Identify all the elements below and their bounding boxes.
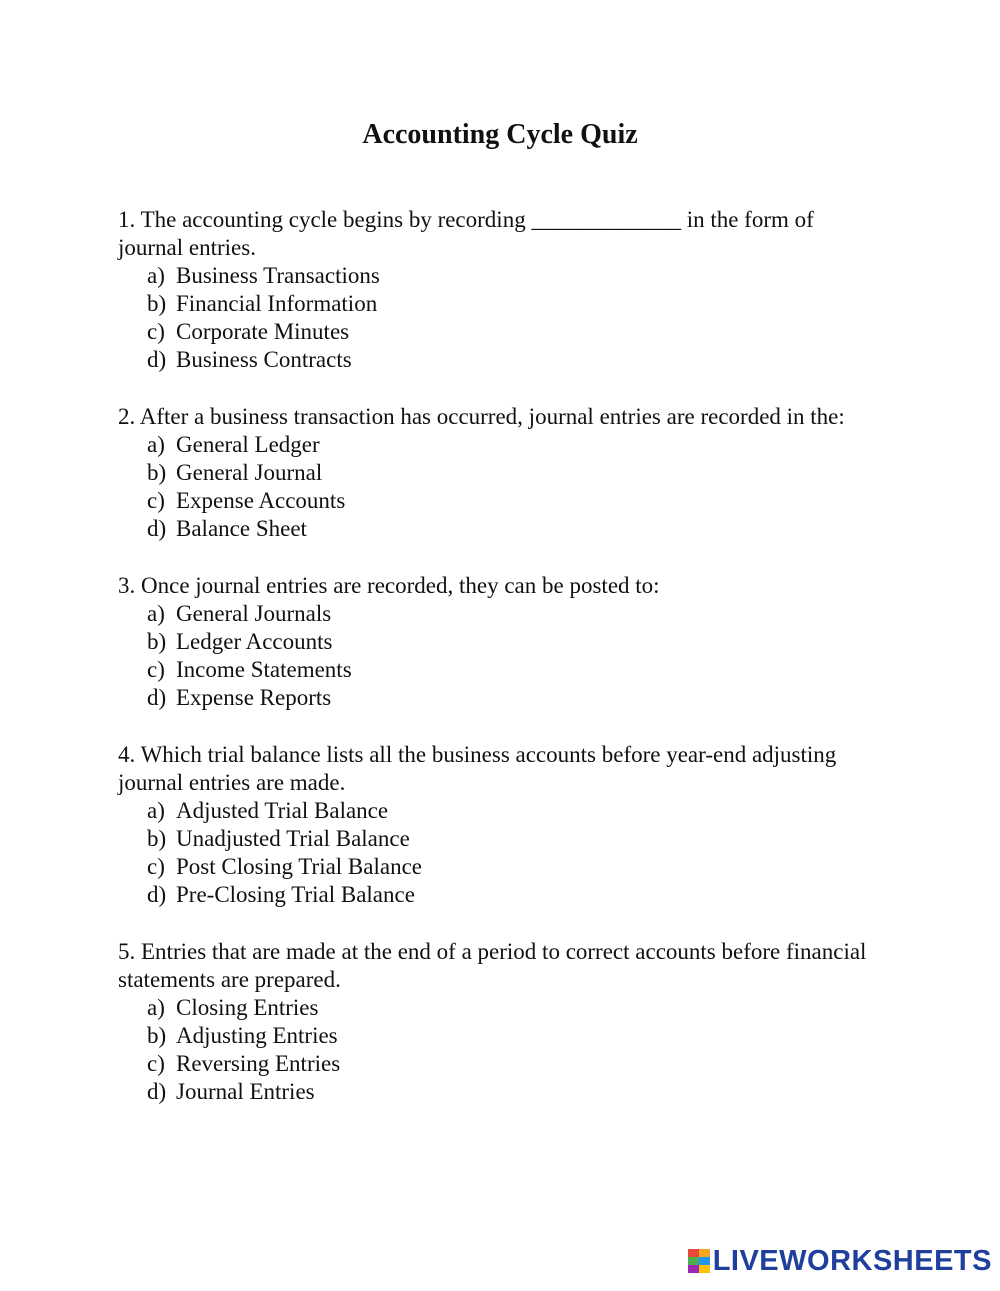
answer-option[interactable]	[147, 853, 878, 881]
option-letter: a)	[147, 995, 165, 1020]
answer-option[interactable]	[147, 1050, 878, 1078]
logo-block	[699, 1257, 710, 1265]
answer-option[interactable]	[147, 994, 878, 1022]
option-text: Reversing Entries	[176, 1051, 341, 1076]
answer-option[interactable]	[147, 1022, 878, 1050]
option-letter: d)	[147, 1079, 167, 1104]
option-text: Closing Entries	[176, 995, 319, 1020]
question	[118, 938, 878, 1106]
option-text: General Ledger	[176, 432, 320, 457]
option-letter: a)	[147, 263, 165, 288]
liveworksheets-logo-icon	[688, 1249, 710, 1273]
option-text: Pre-Closing Trial Balance	[176, 882, 415, 907]
option-letter: d)	[147, 516, 167, 541]
answer-option[interactable]	[147, 459, 878, 487]
answer-option[interactable]	[147, 881, 878, 909]
answer-option[interactable]	[147, 825, 878, 853]
option-text: Adjusting Entries	[176, 1023, 338, 1048]
option-text: Business Transactions	[176, 263, 380, 288]
page-title: Accounting Cycle Quiz	[362, 119, 638, 150]
question	[118, 206, 878, 374]
answer-option[interactable]	[147, 262, 878, 290]
question-stem: 1. The accounting cycle begins by recording _____________ in the form of journal entries.	[118, 207, 814, 260]
option-letter: b)	[147, 826, 167, 851]
liveworksheets-footer	[688, 1244, 992, 1277]
option-text: Corporate Minutes	[176, 319, 350, 344]
option-text: Business Contracts	[176, 347, 352, 372]
question-stem: 4. Which trial balance lists all the business accounts before year-end adjusting journal entries are made.	[118, 742, 837, 795]
option-letter: b)	[147, 1023, 167, 1048]
option-text: Financial Information	[176, 291, 378, 316]
answer-option[interactable]	[147, 656, 878, 684]
option-letter: b)	[147, 291, 167, 316]
logo-block	[688, 1265, 699, 1273]
question-stem: 3. Once journal entries are recorded, they can be posted to:	[118, 573, 660, 598]
option-letter: d)	[147, 882, 167, 907]
option-list	[118, 600, 878, 712]
option-letter: d)	[147, 685, 167, 710]
logo-block	[688, 1249, 699, 1257]
answer-option[interactable]	[147, 797, 878, 825]
option-text: Adjusted Trial Balance	[176, 798, 389, 823]
option-list	[118, 797, 878, 909]
liveworksheets-brand: LIVEWORKSHEETS	[712, 1244, 992, 1277]
option-letter: d)	[147, 347, 167, 372]
answer-option[interactable]	[147, 515, 878, 543]
option-text: Expense Accounts	[176, 488, 346, 513]
option-letter: c)	[147, 488, 165, 513]
option-text: Income Statements	[176, 657, 352, 682]
option-text: Expense Reports	[176, 685, 332, 710]
option-text: General Journal	[176, 460, 323, 485]
question	[118, 403, 878, 543]
option-text: General Journals	[176, 601, 332, 626]
option-text: Ledger Accounts	[176, 629, 333, 654]
answer-option[interactable]	[147, 600, 878, 628]
option-list	[118, 262, 878, 374]
answer-option[interactable]	[147, 346, 878, 374]
answer-option[interactable]	[147, 684, 878, 712]
answer-option[interactable]	[147, 290, 878, 318]
option-text: Balance Sheet	[176, 516, 307, 541]
question-stem: 2. After a business transaction has occurred, journal entries are recorded in the:	[118, 404, 845, 429]
answer-option[interactable]	[147, 1078, 878, 1106]
logo-block	[699, 1249, 710, 1257]
option-letter: c)	[147, 657, 165, 682]
logo-block	[688, 1257, 699, 1265]
option-text: Journal Entries	[176, 1079, 315, 1104]
option-letter: a)	[147, 798, 165, 823]
option-text: Post Closing Trial Balance	[176, 854, 422, 879]
question	[118, 741, 878, 909]
option-letter: c)	[147, 1051, 165, 1076]
logo-block	[699, 1265, 710, 1273]
option-list	[118, 431, 878, 543]
option-letter: a)	[147, 432, 165, 457]
question	[118, 572, 878, 712]
answer-option[interactable]	[147, 431, 878, 459]
answer-option[interactable]	[147, 628, 878, 656]
option-text: Unadjusted Trial Balance	[176, 826, 410, 851]
option-list	[118, 994, 878, 1106]
option-letter: c)	[147, 854, 165, 879]
question-stem: 5. Entries that are made at the end of a period to correct accounts before financial statements are prepared.	[118, 939, 867, 992]
answer-option[interactable]	[147, 318, 878, 346]
option-letter: c)	[147, 319, 165, 344]
quiz-body	[118, 206, 878, 1135]
option-letter: b)	[147, 460, 167, 485]
option-letter: a)	[147, 601, 165, 626]
answer-option[interactable]	[147, 487, 878, 515]
option-letter: b)	[147, 629, 167, 654]
